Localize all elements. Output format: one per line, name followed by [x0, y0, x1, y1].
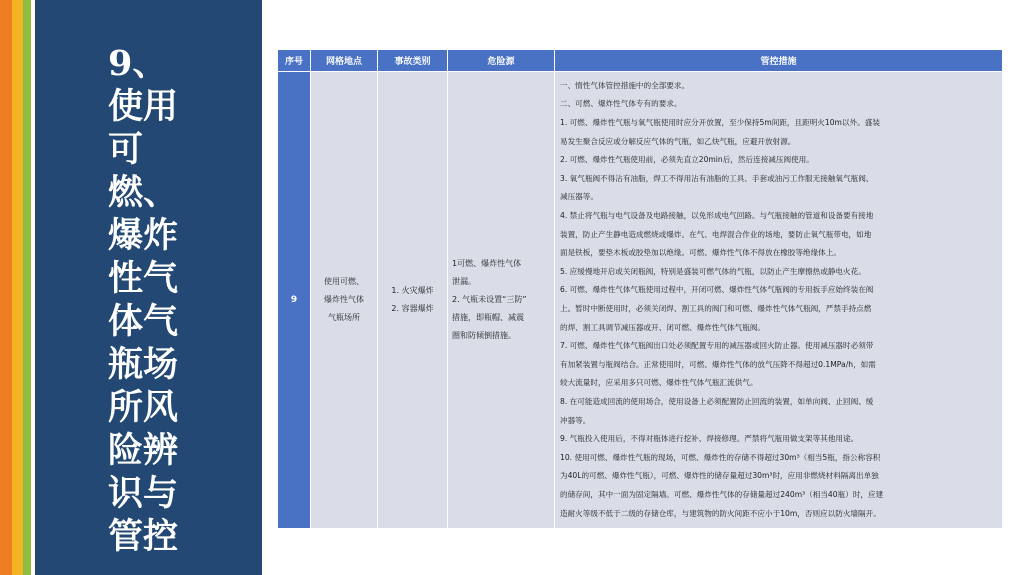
hazard-line: 2. 气瓶未设置“三防” [452, 295, 527, 304]
location-line: 气瓶场所 [328, 313, 360, 322]
measure-line: 面是铁板，要垫木板或胶垫加以绝缘。可燃、爆炸性气体不得放在橡胶等绝缘体上。 [560, 248, 841, 258]
measure-line: 减压器等。 [560, 192, 598, 202]
measure-line: 3. 氧气瓶阀不得沾有油脂，焊工不得用沾有油脂的工具、手套或油污工作服无接触氧气瓶阀、 [560, 173, 874, 183]
measure-line: 一、惰性气体管控措施中的全部要求。 [560, 80, 690, 90]
hazard-line: 1可燃、爆炸性气体 [452, 259, 522, 268]
measure-line: 4. 禁止将气瓶与电气设备及电路接触，以免形成电气回路。与气瓶接触的管道和设备要有接地 [560, 211, 874, 221]
measure-line: 10. 使用可燃、爆炸性气瓶的现场，可燃、爆炸性的存储不得超过30m³（相当5瓶，指公称容积 [560, 452, 881, 462]
location-line: 爆炸性气体 [324, 295, 364, 304]
hazard-line: 泄漏。 [452, 277, 476, 286]
table-row [278, 72, 1003, 529]
measure-line: 8. 在可能造成回流的使用场合，使用设备上必须配置防止回流的装置，如单向阀、止回阀、缓 [560, 396, 874, 406]
accident-type-cell [378, 72, 448, 529]
control-measures-cell [555, 72, 1003, 529]
measure-line: 6. 可燃、爆炸性气体气瓶使用过程中，开闭可燃、爆炸性气体气瓶阀的专用扳手应始终装在阀 [560, 285, 874, 295]
accent-stripe-yellow [12, 0, 23, 575]
measure-line: 二、可燃、爆炸性气体专有的要求。 [560, 99, 682, 109]
slide-title: 9、使用可燃、爆炸性气体气瓶场所风险辨识与管控 [108, 43, 179, 557]
measure-line: 冲器等。 [560, 415, 591, 425]
accent-stripe-green [23, 0, 31, 575]
measure-line: 造耐火等级不低于二级的存储仓库，与建筑物的防火间距不应小于10m，否则应以防火墙隔开。 [560, 508, 881, 518]
row-number: 9 [278, 72, 311, 529]
header-location: 网格地点 [311, 50, 378, 72]
location-line: 使用可燃、 [324, 277, 364, 286]
accident-line: 1. 火灾爆炸 [391, 286, 434, 295]
measure-line: 为40L的可燃、爆炸性气瓶），可燃、爆炸性的储存量超过30m³时，应用非燃烧材料隔离出单独 [560, 471, 879, 481]
measure-line: 装置，防止产生静电造成燃烧或爆炸。在气、电焊混合作业的场地，要防止氧气瓶带电，如地 [560, 229, 872, 239]
measure-line: 较大流量时，应采用多只可燃、爆炸性气体气瓶汇流供气。 [560, 378, 758, 388]
measure-line: 易发生聚合反应或分解反应气体的气瓶，如乙炔气瓶，应避开放射源。 [560, 136, 796, 146]
measure-line: 7. 可燃、爆炸性气体气瓶阀出口处必须配置专用的减压器或回火防止器。使用减压器时必须带 [560, 341, 874, 351]
measure-line: 上。暂时中断使用时，必须关闭焊、割工具的阀门和可燃、爆炸性气体气瓶阀，严禁手持点燃 [560, 304, 872, 313]
accident-line: 2. 容器爆炸 [391, 304, 434, 313]
location-cell [311, 72, 378, 529]
header-number: 序号 [278, 50, 311, 72]
hazard-line: 圈和防倾倒措施。 [452, 331, 516, 340]
table-header-row [278, 50, 1003, 72]
measure-line: 5. 应缓慢地开启或关闭瓶阀，特别是盛装可燃气体的气瓶，以防止产生摩擦热或静电火花。 [560, 266, 866, 276]
header-accident-type: 事故类别 [378, 50, 448, 72]
hazard-line: 措施，即瓶帽、减震 [452, 313, 524, 322]
measure-line: 2. 可燃、爆炸性气瓶使用前，必须先直立20min后，然后连接减压阀使用。 [560, 155, 814, 165]
header-control-measures: 管控措施 [555, 50, 1003, 72]
measure-line: 1. 可燃、爆炸性气瓶与氧气瓶使用时应分开放置，至少保持5m间距，且距明火10m以外。盛装 [560, 118, 880, 128]
measure-line: 有加紧装置与瓶阀结合。正常使用时，可燃、爆炸性气体的放气压降不得超过0.1MPa/h，如需 [560, 359, 876, 369]
measure-line: 的焊、割工具调节减压器或开、闭可燃、爆炸性气体气瓶阀。 [560, 322, 766, 332]
measure-line: 的储存间，其中一面为固定隔墙。可燃、爆炸性气体的存储量超过240m³（相当40瓶）时，应建 [560, 489, 884, 499]
risk-control-table [277, 49, 1003, 529]
measure-line: 9. 气瓶投入使用后，不得对瓶体进行挖补、焊接修理。严禁将气瓶用做支架等其他用途。 [560, 434, 859, 444]
hazard-cell [448, 72, 555, 529]
header-hazard: 危险源 [448, 50, 555, 72]
accent-stripe-orange [0, 0, 12, 575]
